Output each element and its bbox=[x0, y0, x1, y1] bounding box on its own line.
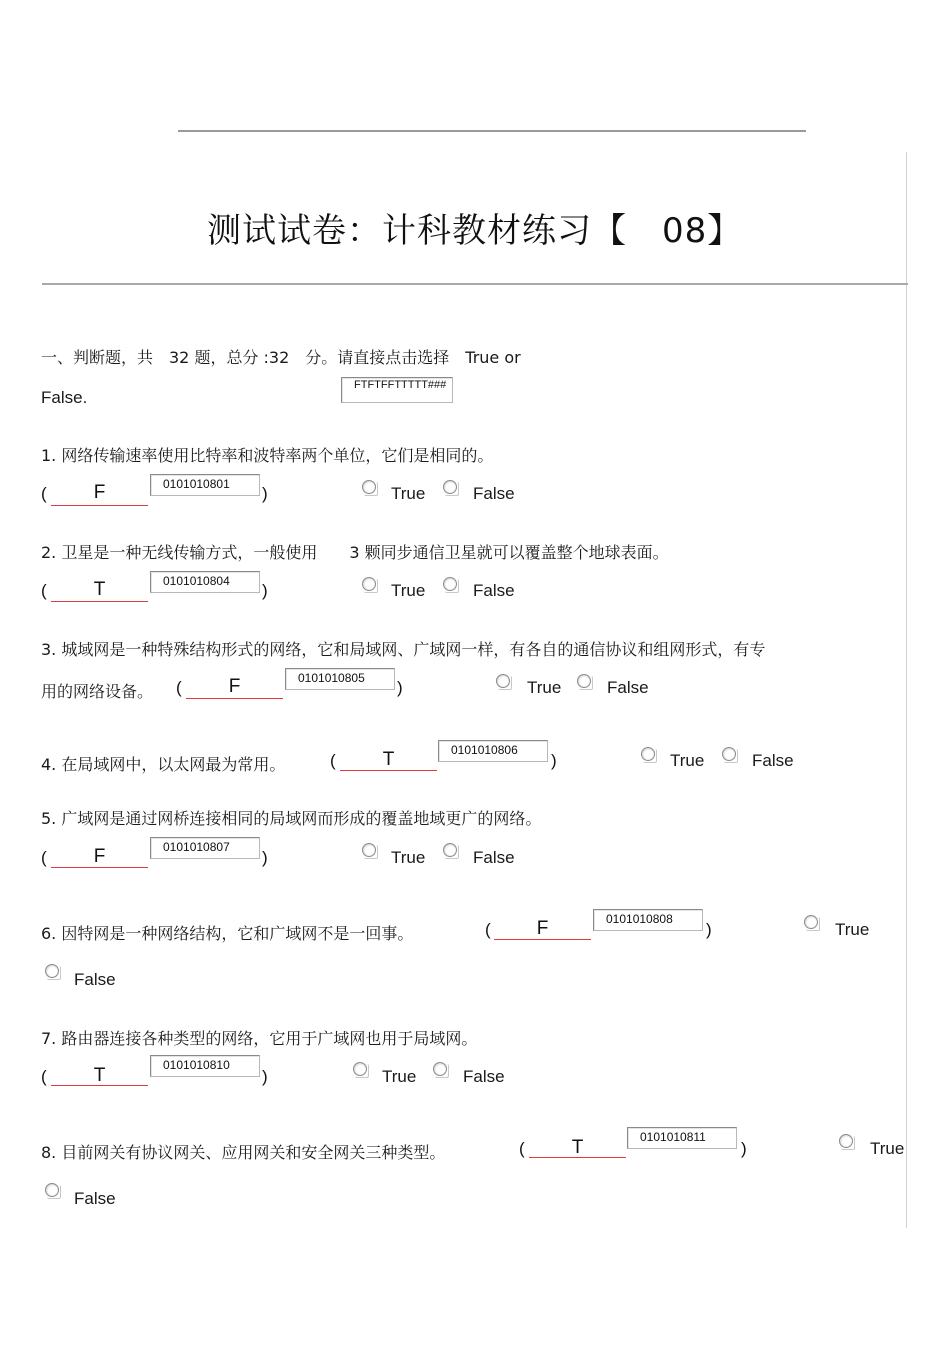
question-3-text: 3. 城域网是一种特殊结构形式的网络，它和局域网、广域网一样，有各自的通信协议和组网形式，有专 bbox=[41, 640, 766, 659]
q8-true-radio[interactable] bbox=[839, 1134, 853, 1148]
q7-false-label: False bbox=[463, 1067, 505, 1086]
q7-answer-underline bbox=[51, 1085, 148, 1086]
q2-open-paren: ( bbox=[41, 581, 47, 600]
question-8-text: 8. 目前网关有协议网关、应用网关和安全网关三种类型。 bbox=[41, 1143, 446, 1162]
title-rule bbox=[42, 283, 908, 285]
q4-answer: T bbox=[382, 749, 395, 770]
q3-id-field[interactable]: 0101010805 bbox=[285, 668, 395, 690]
q5-false-radio[interactable] bbox=[443, 843, 457, 857]
q6-true-label: True bbox=[835, 920, 870, 939]
q1-false-radio[interactable] bbox=[443, 480, 457, 494]
q4-answer-underline bbox=[340, 770, 437, 771]
q8-close-paren: ) bbox=[741, 1139, 747, 1158]
q3-close-paren: ) bbox=[397, 678, 403, 697]
q2-answer: T bbox=[93, 579, 106, 600]
q6-answer-underline bbox=[494, 939, 591, 940]
q2-id-field[interactable]: 0101010804 bbox=[150, 571, 260, 593]
question-4-text: 4. 在局域网中，以太网最为常用。 bbox=[41, 755, 286, 774]
right-margin-rule bbox=[906, 152, 907, 1228]
q6-true-radio[interactable] bbox=[804, 915, 818, 929]
q4-true-label: True bbox=[670, 751, 705, 770]
q8-id-field[interactable]: 0101010811 bbox=[627, 1127, 737, 1149]
q5-true-label: True bbox=[391, 848, 426, 867]
q3-true-label: True bbox=[527, 678, 562, 697]
q7-open-paren: ( bbox=[41, 1067, 47, 1086]
q2-close-paren: ) bbox=[262, 581, 268, 600]
q3-true-radio[interactable] bbox=[496, 674, 510, 688]
question-2-text: 2. 卫星是一种无线传输方式，一般使用 3 颗同步通信卫星就可以覆盖整个地球表面。 bbox=[41, 543, 669, 562]
q8-true-label: True bbox=[870, 1139, 905, 1158]
question-5-text: 5. 广域网是通过网桥连接相同的局域网而形成的覆盖地域更广的网络。 bbox=[41, 809, 542, 828]
q5-answer-underline bbox=[51, 867, 148, 868]
q2-false-label: False bbox=[473, 581, 515, 600]
top-rule bbox=[178, 130, 806, 132]
q3-answer: F bbox=[228, 676, 241, 697]
q7-answer: T bbox=[93, 1065, 106, 1086]
q1-answer-underline bbox=[51, 505, 148, 506]
q8-answer: T bbox=[571, 1137, 584, 1158]
q1-true-radio[interactable] bbox=[362, 480, 376, 494]
q1-open-paren: ( bbox=[41, 484, 47, 503]
q2-true-label: True bbox=[391, 581, 426, 600]
q6-answer: F bbox=[536, 918, 549, 939]
q2-false-radio[interactable] bbox=[443, 577, 457, 591]
q7-id-field[interactable]: 0101010810 bbox=[150, 1055, 260, 1077]
section-instruction-cont: False. bbox=[41, 388, 88, 407]
q4-open-paren: ( bbox=[330, 751, 336, 770]
q6-id-field[interactable]: 0101010808 bbox=[593, 909, 703, 931]
q7-true-label: True bbox=[382, 1067, 417, 1086]
q7-true-radio[interactable] bbox=[353, 1062, 367, 1076]
q8-false-label: False bbox=[74, 1189, 116, 1208]
q6-close-paren: ) bbox=[706, 920, 712, 939]
q8-answer-underline bbox=[529, 1157, 626, 1158]
q5-open-paren: ( bbox=[41, 848, 47, 867]
q1-false-label: False bbox=[473, 484, 515, 503]
q1-close-paren: ) bbox=[262, 484, 268, 503]
section-instruction: 一、判断题，共 32 题，总分 :32 分。请直接点击选择 True or bbox=[41, 348, 521, 367]
q5-true-radio[interactable] bbox=[362, 843, 376, 857]
q7-false-radio[interactable] bbox=[433, 1062, 447, 1076]
question-3-text-cont: 用的网络设备。 bbox=[41, 682, 154, 701]
q1-answer: F bbox=[93, 482, 106, 503]
question-7-text: 7. 路由器连接各种类型的网络，它用于广域网也用于局域网。 bbox=[41, 1029, 478, 1048]
q6-open-paren: ( bbox=[485, 920, 491, 939]
q6-false-label: False bbox=[74, 970, 116, 989]
q4-false-label: False bbox=[752, 751, 794, 770]
page-title: 测试试卷：计科教材练习【 08】 bbox=[207, 211, 743, 251]
q3-false-label: False bbox=[607, 678, 649, 697]
q7-close-paren: ) bbox=[262, 1067, 268, 1086]
q2-true-radio[interactable] bbox=[362, 577, 376, 591]
q1-true-label: True bbox=[391, 484, 426, 503]
q4-id-field[interactable]: 0101010806 bbox=[438, 740, 548, 762]
q4-true-radio[interactable] bbox=[641, 747, 655, 761]
q3-open-paren: ( bbox=[176, 678, 182, 697]
answer-key-field[interactable]: FTFTFFTTTTT### bbox=[341, 377, 453, 403]
q8-open-paren: ( bbox=[519, 1139, 525, 1158]
q8-false-radio[interactable] bbox=[45, 1183, 59, 1197]
q3-false-radio[interactable] bbox=[577, 674, 591, 688]
q5-close-paren: ) bbox=[262, 848, 268, 867]
q5-false-label: False bbox=[473, 848, 515, 867]
q2-answer-underline bbox=[51, 601, 148, 602]
question-6-text: 6. 因特网是一种网络结构，它和广域网不是一回事。 bbox=[41, 924, 414, 943]
q5-answer: F bbox=[93, 846, 106, 867]
q1-id-field[interactable]: 0101010801 bbox=[150, 474, 260, 496]
q4-close-paren: ) bbox=[551, 751, 557, 770]
question-1-text: 1. 网络传输速率使用比特率和波特率两个单位，它们是相同的。 bbox=[41, 446, 494, 465]
q3-answer-underline bbox=[186, 698, 283, 699]
q4-false-radio[interactable] bbox=[722, 747, 736, 761]
q6-false-radio[interactable] bbox=[45, 964, 59, 978]
q5-id-field[interactable]: 0101010807 bbox=[150, 837, 260, 859]
